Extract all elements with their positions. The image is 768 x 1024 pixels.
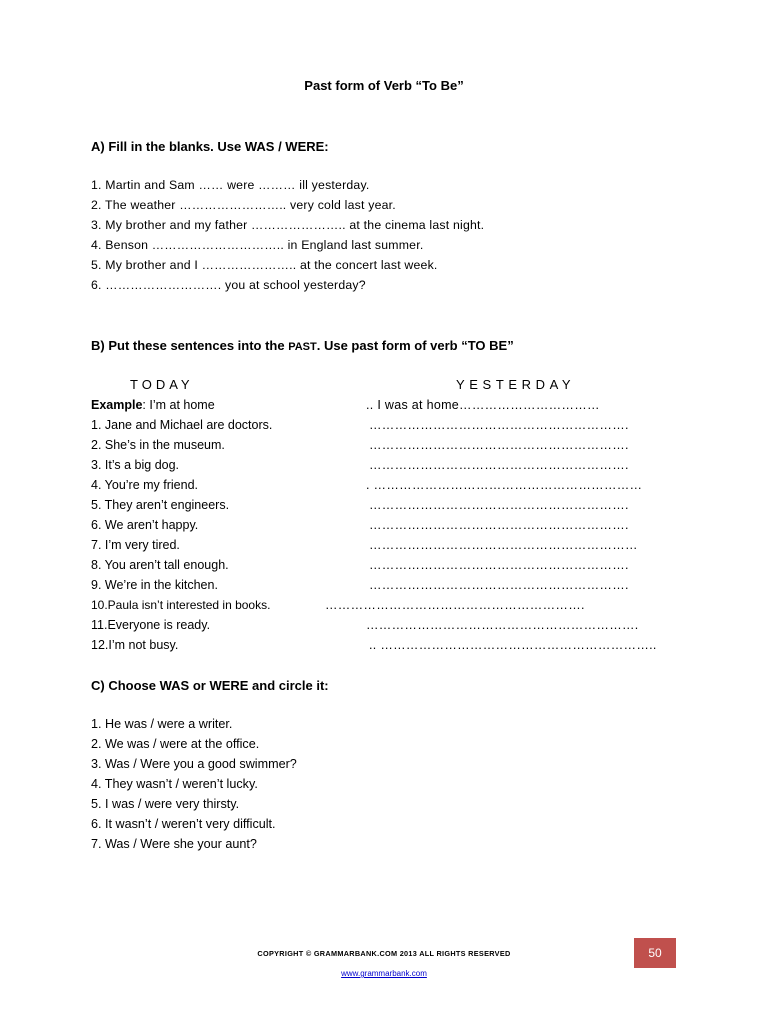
yesterday-blank: ……………………………………………………. <box>369 418 629 432</box>
today-sentence: 2. She’s in the museum. <box>91 438 225 452</box>
example-today <box>91 398 215 412</box>
section-b-heading-end: . Use past form of verb “TO BE” <box>316 338 514 353</box>
yesterday-blank: ……………………………………………………. <box>369 518 629 532</box>
section-a-item: 2. The weather …………………….. very cold last year. <box>91 198 396 212</box>
section-a-item: 4. Benson ………………………….. in England last summer. <box>91 238 424 252</box>
yesterday-blank: ……………………………………………………. <box>369 578 629 592</box>
today-sentence: 4. You’re my friend. <box>91 478 199 492</box>
yesterday-blank: . ……………………………………………………… <box>366 478 643 492</box>
section-c-item: 3. Was / Were you a good swimmer? <box>91 757 297 771</box>
today-sentence: 6. We aren’t happy. <box>91 518 199 532</box>
today-sentence: 5. They aren’t engineers. <box>91 498 230 512</box>
yesterday-blank: ………………………………………………………. <box>366 618 639 632</box>
section-c-item: 1. He was / were a writer. <box>91 717 233 731</box>
section-a-heading: A) Fill in the blanks. Use WAS / WERE: <box>91 139 329 154</box>
today-sentence: 12.I’m not busy. <box>91 638 179 652</box>
section-b-heading-past: PAST <box>288 341 317 353</box>
yesterday-blank: ……………………………………………………. <box>369 498 629 512</box>
today-sentence: 9. We’re in the kitchen. <box>91 578 218 592</box>
section-a-item: 3. My brother and my father ………………….. at the cinema last night. <box>91 218 485 232</box>
today-sentence: 1. Jane and Michael are doctors. <box>91 418 273 432</box>
yesterday-blank: .. ……………………………………………………….. <box>369 638 657 652</box>
yesterday-blank: ……………………………………………………. <box>325 598 585 612</box>
section-c-item: 2. We was / were at the office. <box>91 737 260 751</box>
section-b-heading <box>91 338 514 353</box>
section-a-item: 6. ………………………. you at school yesterday? <box>91 278 366 292</box>
section-c-item: 5. I was / were very thirsty. <box>91 797 240 811</box>
today-sentence: 10.Paula isn’t interested in books. <box>91 598 271 612</box>
today-sentence: 11.Everyone is ready. <box>91 618 211 632</box>
yesterday-column-header: YESTERDAY <box>456 377 576 392</box>
page-number-badge: 50 <box>634 938 676 968</box>
section-b-heading-start: B) Put these sentences into the <box>91 338 289 353</box>
section-c-item: 7. Was / Were she your aunt? <box>91 837 257 851</box>
yesterday-blank: ……………………………………………………. <box>369 458 629 472</box>
today-column-header: TODAY <box>130 377 194 392</box>
today-sentence: 3. It’s a big dog. <box>91 458 180 472</box>
section-a-item: 1. Martin and Sam …… were ……… ill yesterday. <box>91 178 370 192</box>
footer-link[interactable]: www.grammarbank.com <box>341 969 427 978</box>
section-c-heading: C) Choose WAS or WERE and circle it: <box>91 678 329 693</box>
yesterday-blank: ……………………………………………………. <box>369 438 629 452</box>
section-c-item: 4. They wasn’t / weren’t lucky. <box>91 777 258 791</box>
example-today-text: : I’m at home <box>142 398 215 412</box>
page-title: Past form of Verb “To Be” <box>304 78 464 93</box>
today-sentence: 7. I’m very tired. <box>91 538 180 552</box>
today-sentence: 8. You aren’t tall enough. <box>91 558 229 572</box>
section-c-item: 6. It wasn’t / weren’t very difficult. <box>91 817 276 831</box>
example-yesterday: .. I was at home…………………………… <box>366 398 600 412</box>
section-a-item: 5. My brother and I ………………….. at the concert last week. <box>91 258 438 272</box>
example-label: Example <box>91 398 143 412</box>
yesterday-blank: ……………………………………………………. <box>369 558 629 572</box>
footer-copyright: COPYRIGHT © GRAMMARBANK.COM 2013 ALL RIGHTS RESERVED <box>257 949 511 958</box>
yesterday-blank: ……………………………………………………… <box>369 538 638 552</box>
